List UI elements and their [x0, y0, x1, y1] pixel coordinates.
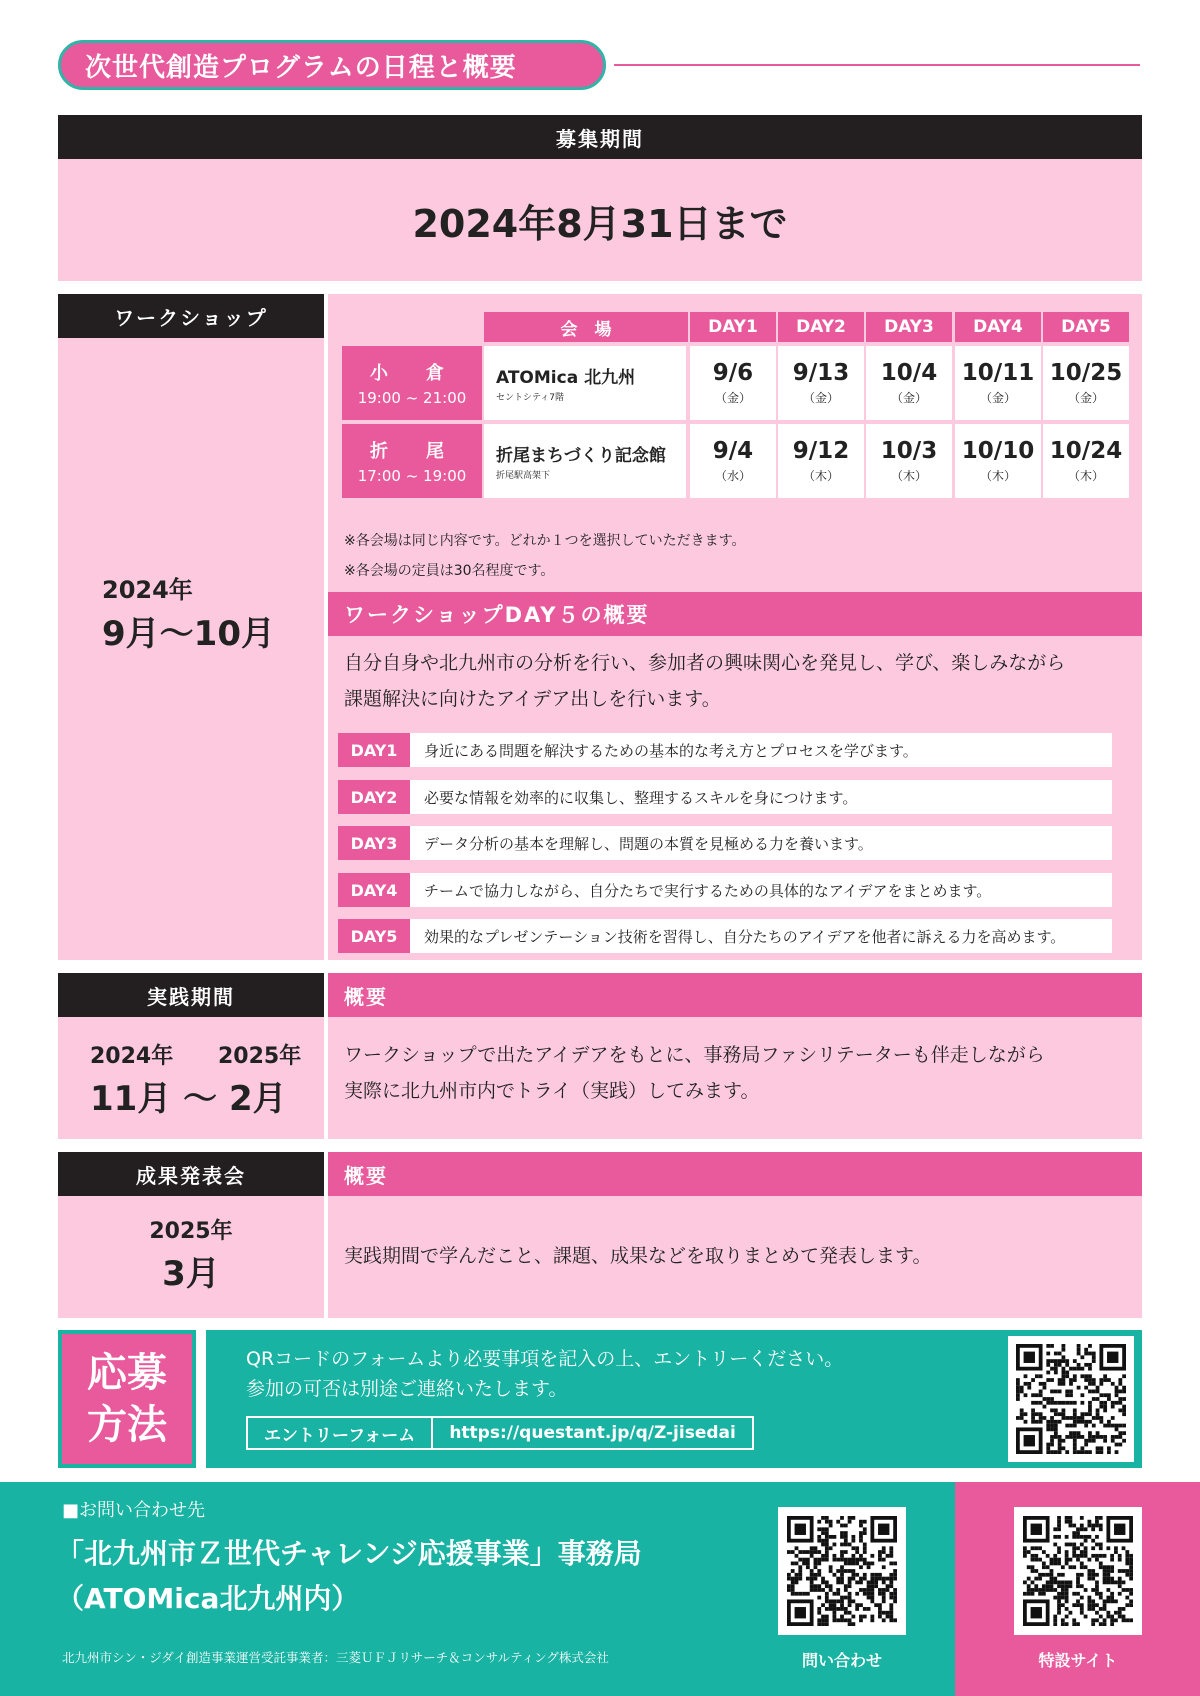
workshop-period-year: 2024年: [102, 576, 193, 604]
recruitment-date: 2024年8月31日まで: [58, 159, 1142, 281]
practice-overview-line-2: 実際に北九州市内でトライ（実践）してみます。: [344, 1080, 760, 1102]
venue-cell: [342, 346, 482, 420]
date-value: 9/12: [792, 438, 850, 464]
date-value: 10/3: [880, 438, 938, 464]
presentation-month: 3月: [162, 1254, 220, 1294]
date-value: 10/25: [1049, 360, 1123, 386]
date-value: 10/4: [880, 360, 938, 386]
note-1: ※各会場は同じ内容です。どれか１つを選択していただきます。: [344, 533, 746, 549]
workshop-period-box: [58, 338, 324, 960]
date-value: 9/4: [712, 438, 754, 464]
apply-label-line-2: 方法: [87, 1402, 167, 1448]
day-description-2: 必要な情報を効率的に収集し、整理するスキルを身につけます。: [410, 780, 1112, 814]
note-2: ※各会場の定員は30名程度です。: [344, 563, 555, 579]
contact-org-line-1: 「北九州市Ｚ世代チャレンジ応援事業」事務局: [56, 1537, 642, 1570]
date-cell: [955, 424, 1041, 498]
date-cell: [778, 346, 864, 420]
date-value: 9/13: [792, 360, 850, 386]
special-site-panel: [955, 1482, 1200, 1696]
place-cell: [484, 424, 686, 498]
venue-cell: [342, 424, 482, 498]
practice-overview-box: [328, 1017, 1142, 1139]
day-header-4: DAY4: [955, 312, 1041, 342]
date-cell: [1043, 346, 1129, 420]
day-description-4: チームで協力しながら、自分たちで実行するための具体的なアイデアをまとめます。: [410, 873, 1112, 907]
practice-months: 11月 〜 2月: [90, 1079, 287, 1119]
day-header-5: DAY5: [1043, 312, 1129, 342]
qr-code-icon[interactable]: [778, 1507, 906, 1635]
day-description-3: データ分析の基本を理解し、問題の本質を見極める力を養います。: [410, 826, 1112, 860]
apply-line-2: 参加の可否は別途ご連絡いたします。: [246, 1378, 568, 1400]
day-label-5: DAY5: [338, 919, 410, 953]
practice-period-box: [58, 1017, 324, 1139]
weekday: （金）: [1067, 391, 1104, 405]
entry-form-link[interactable]: [246, 1416, 754, 1450]
apply-label-frame: [58, 1330, 196, 1468]
presentation-year: 2025年: [149, 1219, 233, 1244]
apply-text: [246, 1344, 843, 1404]
day-header-3: DAY3: [866, 312, 952, 342]
date-value: 10/24: [1049, 438, 1123, 464]
contact-heading: ■お問い合わせ先: [62, 1500, 206, 1521]
date-value: 10/11: [961, 360, 1035, 386]
day-label-4: DAY4: [338, 873, 410, 907]
practice-end-year: 2025年: [218, 1044, 302, 1069]
venue-header: 会 場: [484, 312, 688, 342]
entry-form-url[interactable]: https://questant.jp/q/Z-jisedai: [449, 1423, 736, 1443]
place-name: 折尾まちづくり記念館: [496, 446, 666, 466]
presentation-overview-box: [328, 1196, 1142, 1318]
place-sub: 折尾駅高架下: [496, 471, 551, 481]
summary-line-2: 課題解決に向けたアイデア出しを行います。: [344, 688, 721, 710]
summary-text: [344, 645, 1065, 717]
apply-box: [206, 1330, 1142, 1468]
entry-form-label: エントリーフォーム: [248, 1418, 433, 1448]
summary-line-1: 自分自身や北九州市の分析を行い、参加者の興味関心を発見し、学び、楽しみながら: [344, 652, 1066, 674]
header-rule: [614, 64, 1140, 66]
venue-name: 小 倉: [370, 363, 454, 384]
contact-org-line-2: （ATOMica北九州内）: [56, 1582, 360, 1615]
date-cell: [955, 346, 1041, 420]
place-sub: セントシティ7階: [496, 393, 565, 403]
day-header-2: DAY2: [778, 312, 864, 342]
presentation-overview-label: 概要: [328, 1152, 1142, 1196]
practice-overview-text: [344, 1037, 1045, 1109]
day-header-1: DAY1: [690, 312, 776, 342]
page-title: 次世代創造プログラムの日程と概要: [58, 40, 606, 90]
weekday: （金）: [890, 391, 927, 405]
date-cell: [866, 424, 952, 498]
place-name: ATOMica 北九州: [496, 368, 636, 388]
workshop-period-months: 9月〜10月: [102, 614, 275, 654]
contact-footer: [0, 1482, 955, 1696]
venue-time: 19:00 ~ 21:00: [357, 389, 467, 407]
date-cell: [690, 424, 776, 498]
contact-footnote: 北九州市シン・ジダイ創造事業運営受託事業者：三菱ＵＦＪリサーチ＆コンサルティング株式会社: [62, 1650, 609, 1665]
day-description-1: 身近にある問題を解決するための基本的な考え方とプロセスを学びます。: [410, 733, 1112, 767]
weekday: （木）: [802, 469, 839, 483]
weekday: （金）: [802, 391, 839, 405]
weekday: （金）: [714, 391, 751, 405]
venue-name: 折 尾: [370, 441, 454, 462]
date-cell: [690, 346, 776, 420]
practice-start-year: 2024年: [90, 1044, 174, 1069]
apply-line-1: QRコードのフォームより必要事項を記入の上、エントリーください。: [246, 1348, 844, 1370]
weekday: （水）: [714, 469, 751, 483]
date-cell: [866, 346, 952, 420]
practice-overview-line-1: ワークショップで出たアイデアをもとに、事務局ファシリテーターも伴走しながら: [344, 1044, 1045, 1066]
qr-site-label: 特設サイト: [1038, 1651, 1118, 1670]
day-description-5: 効果的なプレゼンテーション技術を習得し、自分たちのアイデアを他者に訴える力を高めます。: [410, 919, 1112, 953]
qr-code-icon[interactable]: [1008, 1336, 1134, 1462]
weekday: （木）: [979, 469, 1016, 483]
weekday: （木）: [890, 469, 927, 483]
presentation-label: 成果発表会: [58, 1152, 324, 1196]
practice-label: 実践期間: [58, 973, 324, 1017]
date-value: 9/6: [712, 360, 754, 386]
venue-time: 17:00 ~ 19:00: [357, 467, 467, 485]
workshop-label: ワークショップ: [58, 294, 324, 338]
weekday: （木）: [1067, 469, 1104, 483]
place-cell: [484, 346, 686, 420]
qr-inquiry-label: 問い合わせ: [801, 1651, 882, 1670]
qr-code-icon[interactable]: [1014, 1507, 1142, 1635]
day-label-1: DAY1: [338, 733, 410, 767]
practice-overview-label: 概要: [328, 973, 1142, 1017]
apply-label: [62, 1334, 192, 1464]
presentation-period-box: [58, 1196, 324, 1318]
date-cell: [1043, 424, 1129, 498]
summary-title: ワークショップDAY５の概要: [328, 592, 1142, 636]
presentation-overview-text: 実践期間で学んだこと、課題、成果などを取りまとめて発表します。: [344, 1245, 932, 1267]
day-label-2: DAY2: [338, 780, 410, 814]
apply-label-line-1: 応募: [87, 1350, 167, 1396]
day-label-3: DAY3: [338, 826, 410, 860]
weekday: （金）: [979, 391, 1016, 405]
recruitment-label: 募集期間: [58, 115, 1142, 159]
date-cell: [778, 424, 864, 498]
date-value: 10/10: [961, 438, 1035, 464]
